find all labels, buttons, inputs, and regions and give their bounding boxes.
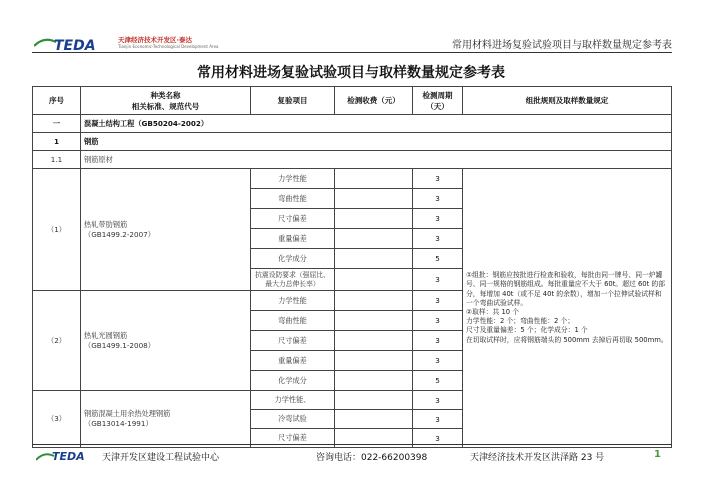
test-item: 抗震设防要求（强屈比、最大力总伸长率）	[251, 269, 335, 291]
col-header-name-line2: 相关标准、规范代号	[131, 101, 200, 111]
page-header	[0, 0, 702, 58]
test-item: 化学成分	[251, 249, 335, 269]
logo-text: TEDA	[54, 38, 96, 54]
test-fee	[335, 391, 413, 410]
test-period: 5	[413, 249, 463, 269]
group-material-name: 热轧带肋钢筋	[84, 219, 128, 229]
rule-sampling: ②取样：共 10 个	[466, 308, 520, 316]
test-fee	[335, 410, 413, 429]
test-item: 化学成分	[251, 371, 335, 391]
subsubsection-seq: 1.1	[33, 151, 81, 169]
table-header-row	[33, 87, 672, 115]
test-period: 3	[413, 311, 463, 331]
test-item: 力学性能、	[251, 391, 335, 410]
group-standard-code: （GB1499.2-2007）	[84, 229, 155, 239]
subsubsection-name: 钢筋原材	[81, 151, 672, 169]
test-item: 冷弯试验	[251, 410, 335, 429]
test-fee	[335, 371, 413, 391]
test-period: 3	[413, 351, 463, 371]
test-fee	[335, 311, 413, 331]
test-fee	[335, 229, 413, 249]
col-header-period-line2: （天）	[426, 101, 449, 111]
subsection-seq: 1	[33, 133, 81, 151]
logo-chinese-name: 天津经济技术开发区·泰达	[118, 36, 192, 44]
col-header-rules: 组批规则及取样数量规定	[463, 87, 672, 115]
rule-cutting: 在切取试样时，应将钢筋端头的 500mm 去掉后再切取 500mm。	[466, 335, 668, 344]
test-period: 3	[413, 189, 463, 209]
rule-mechanical: 力学性能：2 个；弯曲性能：2 个；	[466, 317, 575, 326]
test-item: 重量偏差	[251, 351, 335, 371]
page-footer	[0, 440, 702, 496]
section-name: 混凝土结构工程（GB50204-2002）	[81, 115, 672, 133]
test-fee	[335, 351, 413, 371]
footer-address: 天津经济技术开发区洪泽路 23 号	[470, 453, 605, 463]
group-material-name: 钢筋混凝土用余热处理钢筋	[84, 409, 171, 418]
group-name	[81, 291, 251, 391]
test-item: 尺寸偏差	[251, 429, 335, 448]
group-seq: （2）	[33, 291, 81, 391]
group-material-name: 热轧光圆钢筋	[84, 330, 128, 340]
footer-logo-text: TEDA	[52, 450, 85, 463]
test-fee	[335, 269, 413, 291]
subsection-name: 钢筋	[81, 133, 672, 151]
footer-divider	[32, 444, 672, 445]
group-seq: （3）	[33, 391, 81, 448]
col-header-name	[81, 87, 251, 115]
group-standard-code: （GB1499.1-2008）	[84, 340, 155, 350]
test-item: 力学性能	[251, 169, 335, 189]
document-title: 常用材料进场复验试验项目与取样数量规定参考表	[197, 65, 505, 81]
rule-batching: ①组批：钢筋应按批进行检查和验收，每批由同一牌号、同一炉罐号、同一规格的钢筋组成。每批重量应不大于 60t。超过 60t 的部分，每增加 40t（或不足 40t 的余数），增加一个拉伸试验试样和一个弯曲试验试样。	[466, 271, 666, 307]
test-item: 弯曲性能	[251, 311, 335, 331]
test-fee	[335, 331, 413, 351]
col-header-item: 复验项目	[251, 87, 335, 115]
col-header-seq: 序号	[33, 87, 81, 115]
subsubsection-row	[33, 151, 672, 169]
group-standard-code: （GB13014-1991）	[84, 419, 153, 428]
test-fee	[335, 249, 413, 269]
footer-teda-logo	[36, 450, 94, 464]
test-period: 5	[413, 371, 463, 391]
test-period: 3	[413, 169, 463, 189]
material-test-table	[32, 86, 672, 448]
test-period: 3	[413, 291, 463, 311]
rule-dimension: 尺寸及重量偏差：5 个；化学成分：1 个	[466, 326, 588, 335]
footer-phone: 咨询电话：022-66200398	[316, 453, 428, 463]
group-seq: （1）	[33, 169, 81, 291]
page-number: 1	[654, 449, 661, 460]
test-fee	[335, 189, 413, 209]
test-item: 尺寸偏差	[251, 209, 335, 229]
section-row	[33, 115, 672, 133]
test-period: 3	[413, 331, 463, 351]
test-fee	[335, 291, 413, 311]
test-period: 3	[413, 410, 463, 429]
batch-rules-cell	[463, 169, 672, 448]
test-item: 力学性能	[251, 291, 335, 311]
test-period: 3	[413, 429, 463, 448]
section-seq: 一	[33, 115, 81, 133]
test-item: 弯曲性能	[251, 189, 335, 209]
col-header-period	[413, 87, 463, 115]
logo-english-name: Tianjin Economic-Technological Development Area	[118, 44, 219, 49]
col-header-period-line1: 检测周期	[422, 90, 453, 100]
col-header-fee: 检测收费（元）	[335, 87, 413, 115]
teda-logo	[34, 34, 219, 54]
header-title: 常用材料进场复验试验项目与取样数量规定参考表	[452, 40, 672, 51]
test-period: 3	[413, 229, 463, 249]
test-period: 3	[413, 391, 463, 410]
header-divider	[32, 52, 672, 53]
table-row	[33, 169, 672, 189]
group-name	[81, 391, 251, 448]
test-item: 重量偏差	[251, 229, 335, 249]
test-item: 尺寸偏差	[251, 331, 335, 351]
group-name	[81, 169, 251, 291]
footer-organization: 天津开发区建设工程试验中心	[102, 453, 220, 463]
subsection-row	[33, 133, 672, 151]
test-fee	[335, 169, 413, 189]
col-header-name-line1: 种类名称	[150, 90, 181, 100]
test-period: 3	[413, 209, 463, 229]
test-fee	[335, 209, 413, 229]
test-period: 3	[413, 269, 463, 291]
